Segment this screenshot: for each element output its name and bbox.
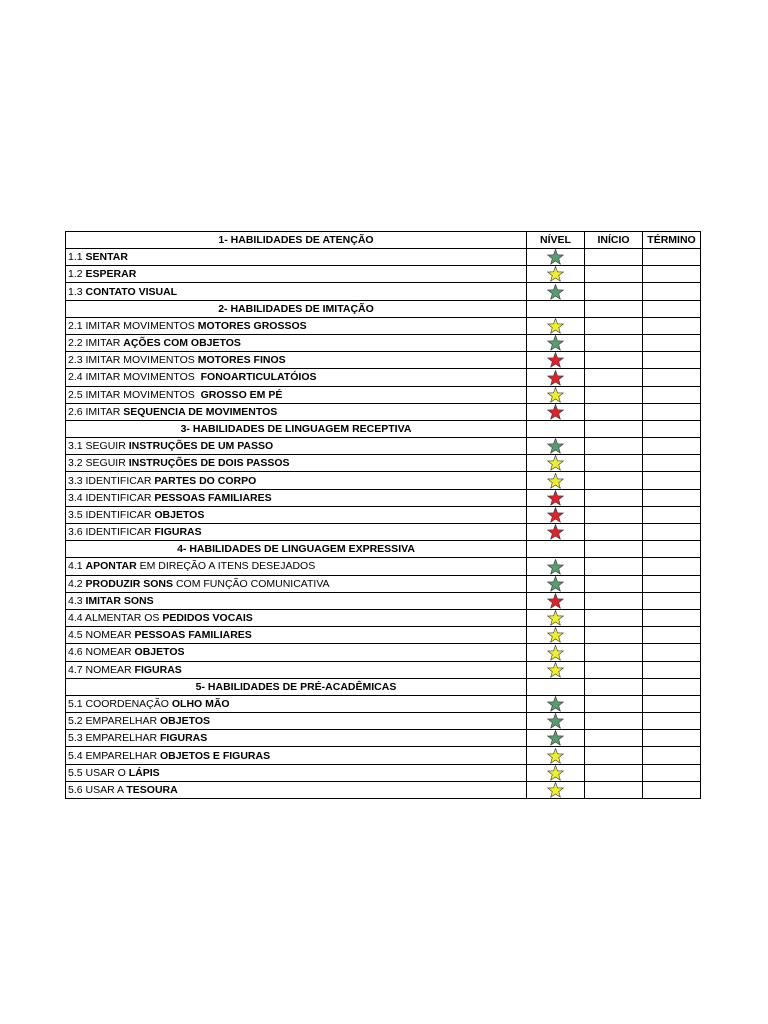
level-cell <box>527 730 585 747</box>
skill-label <box>66 403 527 420</box>
star-shape <box>548 473 564 488</box>
level-cell <box>527 524 585 541</box>
skill-label-bold: FIGURAS <box>154 526 202 539</box>
skill-row <box>66 661 701 678</box>
level-red-star-icon <box>547 593 564 609</box>
level-yellow-star-icon <box>547 473 564 489</box>
inicio-cell[interactable] <box>585 472 643 489</box>
termino-cell[interactable] <box>643 472 701 489</box>
skill-row <box>66 558 701 575</box>
skill-row <box>66 592 701 609</box>
inicio-cell[interactable] <box>585 437 643 454</box>
skill-label <box>66 695 527 712</box>
termino-cell[interactable] <box>643 386 701 403</box>
skill-row <box>66 386 701 403</box>
level-cell <box>527 747 585 764</box>
termino-cell[interactable] <box>643 695 701 712</box>
inicio-cell[interactable] <box>585 558 643 575</box>
skill-label-bold: APONTAR <box>85 560 137 573</box>
skill-label-bold: TESOURA <box>126 784 178 797</box>
skill-label-suffix: EM DIREÇÃO A ITENS DESEJADOS <box>136 560 316 573</box>
level-yellow-star-icon <box>547 318 564 334</box>
level-cell <box>527 661 585 678</box>
skill-label-prefix: 5.5 USAR O <box>68 766 129 779</box>
skill-row <box>66 627 701 644</box>
skill-label-bold: SENTAR <box>85 251 128 264</box>
star-shape <box>548 318 564 333</box>
level-cell <box>527 403 585 420</box>
skill-row <box>66 455 701 472</box>
level-yellow-star-icon <box>547 645 564 661</box>
skill-label <box>66 506 527 523</box>
termino-cell[interactable] <box>643 266 701 283</box>
star-shape <box>548 525 564 540</box>
star-shape <box>548 335 564 350</box>
inicio-cell[interactable] <box>585 730 643 747</box>
skill-row <box>66 489 701 506</box>
section-header-row <box>66 541 701 558</box>
skill-label <box>66 627 527 644</box>
level-yellow-star-icon <box>547 765 564 781</box>
skill-label <box>66 437 527 454</box>
level-yellow-star-icon <box>547 266 564 282</box>
section-header-empty-cell <box>585 541 643 558</box>
termino-cell[interactable] <box>643 713 701 730</box>
star-shape <box>548 353 564 368</box>
skill-label-prefix: 3.5 IDENTIFICAR <box>68 508 155 521</box>
skill-label <box>66 489 527 506</box>
skill-label-bold: LÁPIS <box>128 766 160 779</box>
skill-label-prefix: 5.2 EMPARELHAR <box>68 715 161 728</box>
star-shape <box>548 439 564 454</box>
level-green-star-icon <box>547 284 564 300</box>
level-red-star-icon <box>547 507 564 523</box>
inicio-cell[interactable] <box>585 747 643 764</box>
inicio-cell[interactable] <box>585 455 643 472</box>
termino-cell[interactable] <box>643 317 701 334</box>
inicio-cell[interactable] <box>585 695 643 712</box>
star-shape <box>548 284 564 299</box>
section-title: 1- HABILIDADES DE ATENÇÃO <box>66 232 527 249</box>
skill-label-prefix: 1.3 <box>68 285 86 298</box>
skill-label <box>66 524 527 541</box>
section-header-empty-cell <box>585 300 643 317</box>
termino-cell[interactable] <box>643 575 701 592</box>
skill-label-bold: FIGURAS <box>160 732 208 745</box>
skill-label-prefix: 1.1 <box>68 251 86 264</box>
skills-table <box>65 231 701 799</box>
skill-row <box>66 730 701 747</box>
level-cell <box>527 437 585 454</box>
level-cell <box>527 369 585 386</box>
skill-label <box>66 730 527 747</box>
inicio-cell[interactable] <box>585 524 643 541</box>
skill-label-bold: SEQUENCIA DE MOVIMENTOS <box>123 405 278 418</box>
skill-label <box>66 249 527 266</box>
section-header-empty-cell <box>527 678 585 695</box>
level-green-star-icon <box>547 559 564 575</box>
skill-label-prefix: 3.4 IDENTIFICAR <box>68 491 155 504</box>
skill-label <box>66 592 527 609</box>
termino-cell[interactable] <box>643 781 701 798</box>
skill-label-bold: GROSSO EM PÉ <box>200 388 283 401</box>
skill-label-prefix: 3.3 IDENTIFICAR <box>68 474 155 487</box>
termino-cell[interactable] <box>643 283 701 300</box>
skill-label <box>66 386 527 403</box>
section-header-empty-cell <box>585 678 643 695</box>
skill-label-prefix: 3.1 SEGUIR <box>68 440 129 453</box>
level-yellow-star-icon <box>547 627 564 643</box>
skill-label <box>66 266 527 283</box>
skill-row <box>66 403 701 420</box>
star-shape <box>548 404 564 419</box>
inicio-cell[interactable] <box>585 317 643 334</box>
termino-cell[interactable] <box>643 644 701 661</box>
section-header-empty-cell <box>643 541 701 558</box>
level-green-star-icon <box>547 696 564 712</box>
skill-label-prefix: 4.4 ALMENTAR OS <box>68 612 163 625</box>
level-yellow-star-icon <box>547 782 564 798</box>
skill-label-bold: INSTRUÇÕES DE UM PASSO <box>128 440 274 453</box>
section-header-empty-cell <box>527 541 585 558</box>
inicio-cell[interactable] <box>585 575 643 592</box>
star-shape <box>548 783 564 798</box>
termino-cell[interactable] <box>643 489 701 506</box>
level-cell <box>527 644 585 661</box>
termino-cell[interactable] <box>643 661 701 678</box>
skill-label-bold: CONTATO VISUAL <box>85 285 178 298</box>
section-title: 4- HABILIDADES DE LINGUAGEM EXPRESSIVA <box>66 541 527 558</box>
section-header-empty-cell <box>585 420 643 437</box>
inicio-cell[interactable] <box>585 352 643 369</box>
skill-label <box>66 283 527 300</box>
level-cell <box>527 627 585 644</box>
inicio-cell[interactable] <box>585 249 643 266</box>
skill-row <box>66 695 701 712</box>
skill-label <box>66 575 527 592</box>
skill-row <box>66 283 701 300</box>
skill-label-bold: PESSOAS FAMILIARES <box>154 491 272 504</box>
skill-label-bold: FONOARTICULATÓIOS <box>200 371 317 384</box>
skill-row <box>66 317 701 334</box>
column-header-inicio: INÍCIO <box>585 232 643 249</box>
skill-row <box>66 524 701 541</box>
skill-label-prefix: 2.3 IMITAR MOVIMENTOS <box>68 354 198 367</box>
inicio-cell[interactable] <box>585 266 643 283</box>
termino-cell[interactable] <box>643 524 701 541</box>
star-shape <box>548 611 564 626</box>
inicio-cell[interactable] <box>585 764 643 781</box>
star-shape <box>548 250 564 265</box>
inicio-cell[interactable] <box>585 627 643 644</box>
termino-cell[interactable] <box>643 506 701 523</box>
skill-label <box>66 472 527 489</box>
section-title: 5- HABILIDADES DE PRÉ-ACADÊMICAS <box>66 678 527 695</box>
section-header-empty-cell <box>643 300 701 317</box>
skill-label-prefix: 4.6 NOMEAR <box>68 646 135 659</box>
termino-cell[interactable] <box>643 609 701 626</box>
level-cell <box>527 713 585 730</box>
skill-row <box>66 575 701 592</box>
skills-table-body <box>66 232 701 799</box>
level-red-star-icon <box>547 404 564 420</box>
inicio-cell[interactable] <box>585 713 643 730</box>
inicio-cell[interactable] <box>585 334 643 351</box>
skill-label-bold: FIGURAS <box>134 663 182 676</box>
star-shape <box>548 576 564 591</box>
star-shape <box>548 370 564 385</box>
skill-label-bold: PRODUZIR SONS <box>85 577 174 590</box>
star-shape <box>548 748 564 763</box>
skill-label-prefix: 3.6 IDENTIFICAR <box>68 526 155 539</box>
skill-label-prefix: 2.2 IMITAR <box>68 336 124 349</box>
skill-label <box>66 747 527 764</box>
level-cell <box>527 455 585 472</box>
star-shape <box>548 559 564 574</box>
level-green-star-icon <box>547 730 564 746</box>
star-shape <box>548 456 564 471</box>
level-cell <box>527 334 585 351</box>
skill-label-bold: OLHO MÃO <box>171 697 230 710</box>
skill-label <box>66 661 527 678</box>
inicio-cell[interactable] <box>585 781 643 798</box>
star-shape <box>548 387 564 402</box>
skill-row <box>66 334 701 351</box>
termino-cell[interactable] <box>643 592 701 609</box>
skill-row <box>66 609 701 626</box>
section-header-empty-cell <box>643 678 701 695</box>
skill-label-prefix: 5.4 EMPARELHAR <box>68 749 161 762</box>
level-yellow-star-icon <box>547 610 564 626</box>
termino-cell[interactable] <box>643 334 701 351</box>
termino-cell[interactable] <box>643 747 701 764</box>
skill-row <box>66 249 701 266</box>
skill-label-bold: INSTRUÇÕES DE DOIS PASSOS <box>128 457 290 470</box>
level-cell <box>527 609 585 626</box>
section-header-row <box>66 300 701 317</box>
column-header-termino: TÉRMINO <box>643 232 701 249</box>
skill-label-prefix: 4.7 NOMEAR <box>68 663 135 676</box>
skill-label-bold: OBJETOS <box>134 646 185 659</box>
skill-label <box>66 455 527 472</box>
level-cell <box>527 695 585 712</box>
skill-label-bold: PESSOAS FAMILIARES <box>134 629 252 642</box>
skill-label-bold: ESPERAR <box>85 268 137 281</box>
skill-label <box>66 781 527 798</box>
termino-cell[interactable] <box>643 369 701 386</box>
skill-row <box>66 437 701 454</box>
star-shape <box>548 714 564 729</box>
skill-row <box>66 747 701 764</box>
skill-label-prefix: 2.1 IMITAR MOVIMENTOS <box>68 319 198 332</box>
skill-label <box>66 369 527 386</box>
section-header-empty-cell <box>527 420 585 437</box>
skill-label-prefix: 2.6 IMITAR <box>68 405 124 418</box>
skill-label-bold: OBJETOS <box>154 508 205 521</box>
level-red-star-icon <box>547 490 564 506</box>
inicio-cell[interactable] <box>585 609 643 626</box>
inicio-cell[interactable] <box>585 489 643 506</box>
skill-row <box>66 352 701 369</box>
inicio-cell[interactable] <box>585 506 643 523</box>
level-cell <box>527 266 585 283</box>
skill-row <box>66 506 701 523</box>
skill-row <box>66 472 701 489</box>
skill-label-bold: MOTORES GROSSOS <box>197 319 307 332</box>
level-cell <box>527 506 585 523</box>
level-cell <box>527 352 585 369</box>
skill-row <box>66 369 701 386</box>
termino-cell[interactable] <box>643 437 701 454</box>
skill-label-prefix: 1.2 <box>68 268 86 281</box>
star-shape <box>548 662 564 677</box>
level-red-star-icon <box>547 352 564 368</box>
level-red-star-icon <box>547 370 564 386</box>
skill-label-prefix: 4.3 <box>68 594 86 607</box>
skill-label-bold: OBJETOS E FIGURAS <box>160 749 271 762</box>
skill-row <box>66 266 701 283</box>
skill-label-prefix: 4.2 <box>68 577 86 590</box>
level-yellow-star-icon <box>547 748 564 764</box>
star-shape <box>548 731 564 746</box>
skill-label-suffix: COM FUNÇÃO COMUNICATIVA <box>173 577 330 590</box>
level-cell <box>527 386 585 403</box>
skill-label-bold: MOTORES FINOS <box>197 354 286 367</box>
termino-cell[interactable] <box>643 249 701 266</box>
skill-label-prefix: 2.4 IMITAR MOVIMENTOS <box>68 371 201 384</box>
skill-label <box>66 334 527 351</box>
level-yellow-star-icon <box>547 387 564 403</box>
skill-row <box>66 713 701 730</box>
level-cell <box>527 592 585 609</box>
star-shape <box>548 490 564 505</box>
skill-row <box>66 644 701 661</box>
column-header-nivel: NÍVEL <box>527 232 585 249</box>
inicio-cell[interactable] <box>585 644 643 661</box>
termino-cell[interactable] <box>643 627 701 644</box>
section-header-row <box>66 678 701 695</box>
skill-label-prefix: 2.5 IMITAR MOVIMENTOS <box>68 388 201 401</box>
inicio-cell[interactable] <box>585 403 643 420</box>
section-title: 3- HABILIDADES DE LINGUAGEM RECEPTIVA <box>66 420 527 437</box>
star-shape <box>548 765 564 780</box>
termino-cell[interactable] <box>643 764 701 781</box>
level-green-star-icon <box>547 335 564 351</box>
section-header-row <box>66 232 701 249</box>
skill-label-prefix: 3.2 SEGUIR <box>68 457 129 470</box>
level-cell <box>527 283 585 300</box>
level-cell <box>527 472 585 489</box>
section-title: 2- HABILIDADES DE IMITAÇÃO <box>66 300 527 317</box>
skill-label <box>66 713 527 730</box>
skill-row <box>66 781 701 798</box>
level-cell <box>527 317 585 334</box>
skill-label-prefix: 4.1 <box>68 560 86 573</box>
termino-cell[interactable] <box>643 352 701 369</box>
skill-label-prefix: 4.5 NOMEAR <box>68 629 135 642</box>
star-shape <box>548 696 564 711</box>
skill-label <box>66 644 527 661</box>
level-cell <box>527 249 585 266</box>
level-yellow-star-icon <box>547 662 564 678</box>
inicio-cell[interactable] <box>585 369 643 386</box>
skill-label-bold: PARTES DO CORPO <box>154 474 257 487</box>
section-header-empty-cell <box>527 300 585 317</box>
level-cell <box>527 764 585 781</box>
star-shape <box>548 628 564 643</box>
level-green-star-icon <box>547 713 564 729</box>
level-cell <box>527 781 585 798</box>
section-header-row <box>66 420 701 437</box>
level-green-star-icon <box>547 249 564 265</box>
skill-label-prefix: 5.1 COORDENAÇÃO <box>68 697 172 710</box>
termino-cell[interactable] <box>643 455 701 472</box>
star-shape <box>548 645 564 660</box>
level-yellow-star-icon <box>547 455 564 471</box>
star-shape <box>548 267 564 282</box>
skill-label <box>66 558 527 575</box>
level-red-star-icon <box>547 524 564 540</box>
level-green-star-icon <box>547 438 564 454</box>
inicio-cell[interactable] <box>585 283 643 300</box>
star-shape <box>548 507 564 522</box>
inicio-cell[interactable] <box>585 592 643 609</box>
termino-cell[interactable] <box>643 403 701 420</box>
skill-label <box>66 352 527 369</box>
section-header-empty-cell <box>643 420 701 437</box>
level-cell <box>527 489 585 506</box>
skill-label-prefix: 5.6 USAR A <box>68 784 127 797</box>
termino-cell[interactable] <box>643 558 701 575</box>
skill-row <box>66 764 701 781</box>
star-shape <box>548 593 564 608</box>
skill-label <box>66 609 527 626</box>
inicio-cell[interactable] <box>585 661 643 678</box>
skill-label-prefix: 5.3 EMPARELHAR <box>68 732 161 745</box>
level-cell <box>527 575 585 592</box>
skill-label-bold: PEDIDOS VOCAIS <box>162 612 253 625</box>
termino-cell[interactable] <box>643 730 701 747</box>
skill-label-bold: IMITAR SONS <box>85 594 154 607</box>
level-green-star-icon <box>547 576 564 592</box>
level-cell <box>527 558 585 575</box>
skill-label <box>66 764 527 781</box>
skill-label <box>66 317 527 334</box>
inicio-cell[interactable] <box>585 386 643 403</box>
skill-label-bold: OBJETOS <box>160 715 211 728</box>
skill-label-bold: AÇÕES COM OBJETOS <box>123 336 241 349</box>
